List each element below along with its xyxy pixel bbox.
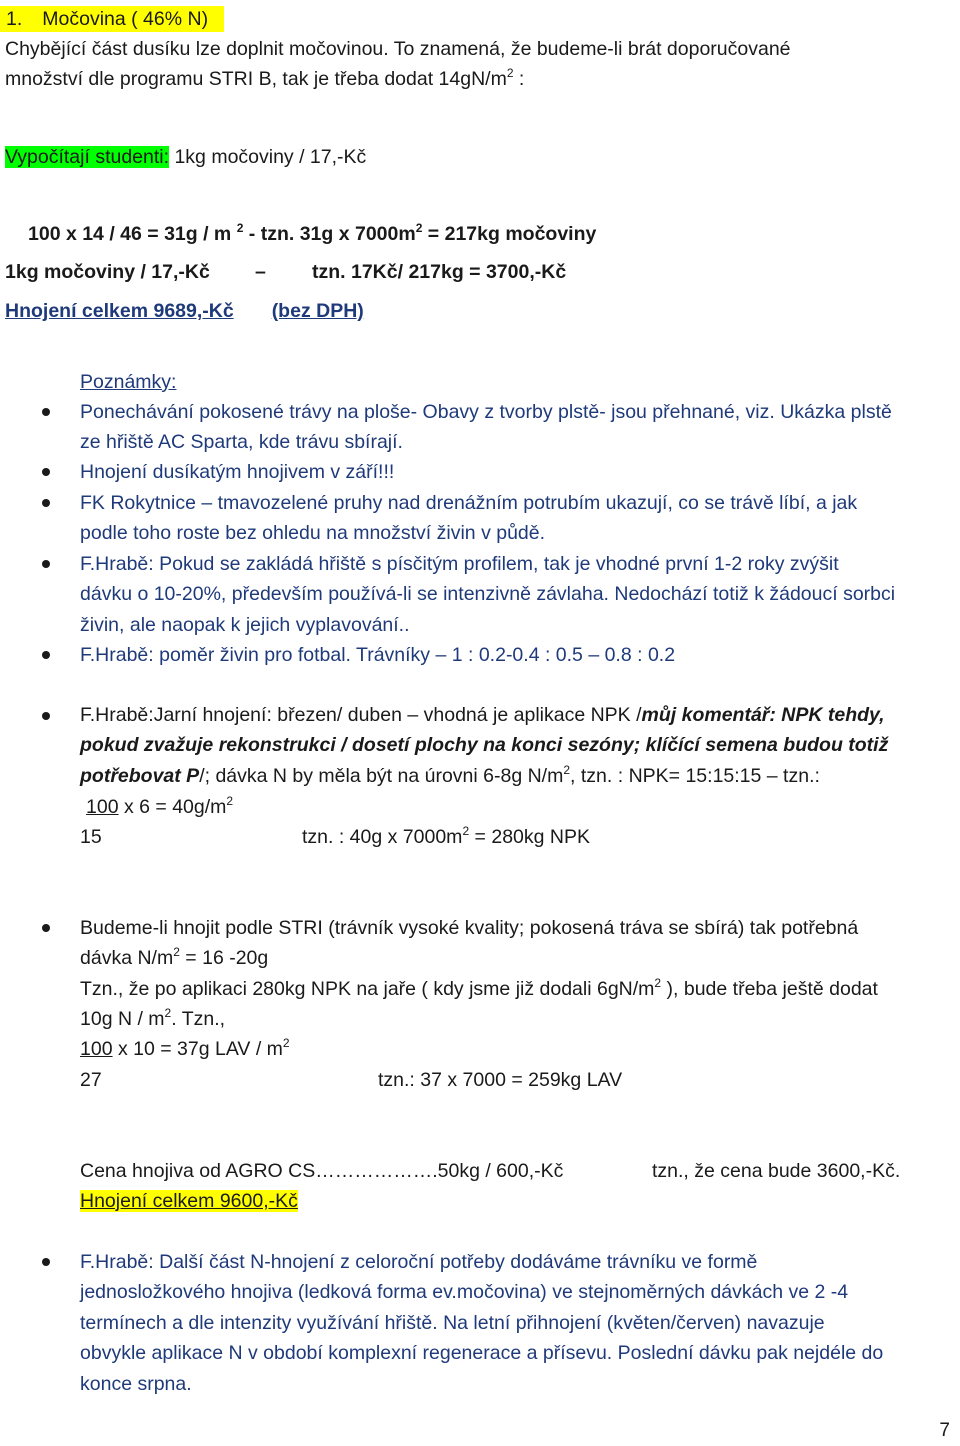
bullet-icon [42, 924, 50, 932]
note-4-line-2: dávku o 10-20%, především používá-li se intenzivně závlaha. Nedochází totiž k žádoucí sorbci [80, 583, 896, 605]
section-heading [6, 7, 224, 31]
heading-number: 1. [6, 8, 23, 30]
final-line-1: F.Hrabě: Další část N-hnojení z celoroční potřeby dodáváme trávníku ve formě [80, 1251, 758, 1273]
calc-formula: 100 x 14 / 46 = 31g / m $^2$ - tzn. 31g x $7000m^2 = 217kg$ močoviny [28, 221, 597, 245]
bullet-icon [42, 499, 50, 507]
stri-line-4: 10g N / $m^2$. Tzn., [80, 1006, 226, 1030]
note-2: Hnojení dusíkatým hnojivem v září!!! [80, 461, 395, 483]
bullet-icon [42, 560, 50, 568]
calc-total: Hnojení celkem 9689,-Kč (bez DPH) [5, 300, 364, 322]
stri-line-2: dávka $N/m^2 = 16$ -20g [80, 945, 269, 969]
bullet-icon [42, 408, 50, 416]
final-line-4: obvykle aplikace N v období komplexní regenerace a přísevu. Poslední dávku pak nejdéle do [80, 1342, 884, 1364]
intro-line-1: Chybějící část dusíku lze doplnit močovinou. To znamená, že budeme-li brát doporučované [5, 38, 791, 60]
note-5: F.Hrabě: poměr živin pro fotbal. Trávníky – 1 : 0.2-0.4 : 0.5 – 0.8 : 0.2 [80, 644, 676, 666]
page-number: 7 [939, 1420, 950, 1441]
calc-label-line: Vypočítají studenti: 1kg močoviny / 17,-Kč [5, 146, 367, 168]
spring-line-1: F.Hrabě:Jarní hnojení: březen/ duben – vhodná je aplikace NPK /můj komentář: NPK tehdy, [80, 704, 885, 726]
spring-fraction-top: 100 x $6 = 40g/m^2$ [86, 794, 234, 818]
students-calc-label: Vypočítají studenti: [5, 146, 170, 168]
final-line-5: konce srpna. [80, 1373, 192, 1395]
price-result: tzn., že cena bude 3600,-Kč. [652, 1160, 901, 1182]
spring-fraction-bottom: 15 [80, 826, 102, 848]
note-1-line-1: Ponechávání pokosené trávy na ploše- Obavy z tvorby plstě- jsou přehnané, viz. Ukázka plstě [80, 401, 892, 423]
price-total: Hnojení celkem 9600,-Kč [80, 1190, 298, 1212]
calc-price-right: tzn. 17Kč/ 217kg = 3700,-Kč [312, 261, 567, 283]
bullet-icon [42, 1258, 50, 1266]
stri-line-3: Tzn., že po aplikaci 280kg NPK na jaře ( kdy jsme již dodali $6gN/m^2$ ), bude třeba ještě dodat [80, 976, 878, 1000]
note-4-line-3: živin, ale naopak k jejich vyplavování.. [80, 614, 410, 636]
heading-title: Močovina ( 46% N) [42, 8, 209, 30]
calc-price-left: 1kg močoviny / 17,-Kč [5, 261, 210, 283]
stri-fraction-bottom: 27 [80, 1069, 102, 1091]
stri-line-1: Budeme-li hnojit podle STRI (trávník vysoké kvality; pokosená tráva se sbírá) tak potřebná [80, 917, 859, 939]
spring-fraction-result: tzn. : 40g x $7000m^2 = 280kg$ NPK [302, 824, 590, 848]
note-3-line-2: podle toho roste bez ohledu na množství živin v půdě. [80, 522, 546, 544]
final-line-3: termínech a dle intenzity využívání hřiště. Na letní přihnojení (květen/červen) navazuje [80, 1312, 825, 1334]
note-3-line-1: FK Rokytnice – tmavozelené pruhy nad drenážním potrubím ukazují, co se trávě líbí, a jak [80, 492, 858, 514]
price-line: Cena hnojiva od AGRO CS……………….50kg / 600,-Kč [80, 1160, 564, 1182]
note-1-line-2: ze hřiště AC Sparta, kde trávu sbírají. [80, 431, 403, 453]
bullet-icon [42, 712, 50, 720]
bullet-icon [42, 651, 50, 659]
spring-line-2: pokud zvažuje rekonstrukci / dosetí plochy na konci sezóny; klíčící semena budou totiž [80, 734, 889, 756]
intro-line-2: množství dle programu STRI B, tak je třeba dodat $14gN/m^2$ : [5, 66, 525, 90]
notes-title: Poznámky: [80, 371, 177, 393]
bullet-icon [42, 468, 50, 476]
note-4-line-1: F.Hrabě: Pokud se zakládá hřiště s písčitým profilem, tak je vhodné první 1-2 roky zvýšit [80, 553, 839, 575]
spring-line-3: potřebovat P/; dávka N by měla být na úrovni 6-8g $N/m^2$, tzn. : NPK= 15:15:15 – tzn.: [80, 763, 820, 787]
final-line-2: jednosložkového hnojiva (ledková forma ev.močovina) ve stejnoměrných dávkách ve 2 -4 [80, 1281, 849, 1303]
stri-fraction-result: tzn.: 37 x 7000 = 259kg LAV [378, 1069, 623, 1091]
stri-fraction-top: 100 x 10 = 37g LAV / $m^2$ [80, 1036, 290, 1060]
calc-price-dash: – [255, 261, 266, 283]
